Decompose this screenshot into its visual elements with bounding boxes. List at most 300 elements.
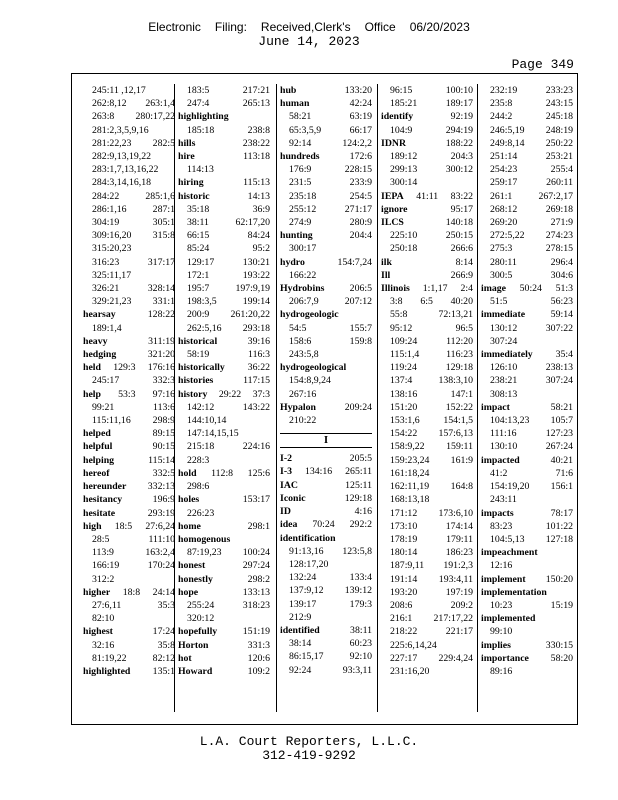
page-line-reference: 200:9 [187, 309, 210, 321]
index-entry [481, 308, 573, 321]
index-term: ID [280, 506, 291, 518]
page-line-reference: 162:11,19 [390, 481, 430, 493]
page-line-reference: 196:9 [152, 494, 175, 506]
index-continuation [280, 269, 372, 282]
page-line-reference: 115:13 [243, 177, 270, 189]
page-line-reference: 312:2 [92, 573, 115, 585]
page-line-reference: 158:9,22 [390, 441, 425, 453]
page-line-reference: 176:16 [147, 362, 175, 374]
index-continuation [381, 625, 473, 638]
page-line-reference: 180:14 [390, 547, 418, 559]
page-line-reference: 332:5 [152, 467, 175, 479]
index-continuation [381, 573, 473, 586]
page-line-reference: 311:19 [148, 335, 175, 347]
page-line-reference: 15:19 [550, 599, 573, 611]
page-line-reference: 111:16 [490, 428, 517, 440]
index-continuation [481, 467, 573, 480]
index-entry [381, 256, 473, 269]
page-line-reference: 271:9 [550, 217, 573, 229]
page-line-reference: 133:20 [344, 85, 372, 96]
index-continuation [481, 97, 573, 110]
index-continuation [178, 229, 270, 242]
index-term: higher [83, 586, 111, 598]
page-line-reference: 245:17 [92, 375, 120, 387]
page-line-reference: 292:2 [349, 519, 372, 531]
index-continuation [178, 427, 270, 440]
page-line-reference: 38:11 [187, 217, 209, 229]
page-line-reference: 176:9 [289, 164, 312, 176]
page-line-reference: 260:11 [546, 177, 573, 189]
index-term: IDNR [381, 137, 407, 149]
index-continuation [83, 401, 175, 414]
index-continuation [178, 163, 270, 176]
index-entry [83, 665, 175, 678]
page-line-reference: 53:3 [118, 388, 136, 400]
index-continuation [178, 480, 270, 493]
index-term: homogenous [178, 533, 231, 545]
index-entry [83, 335, 175, 348]
page-line-reference: 10:23 [490, 599, 513, 611]
page-line-reference: 187:9,11 [390, 560, 425, 572]
page-line-reference: 217:21 [242, 85, 270, 96]
index-continuation [83, 269, 175, 282]
index-continuation [178, 203, 270, 216]
page-line-reference: 298:9 [152, 415, 175, 427]
index-term: hills [178, 137, 196, 149]
index-entry [83, 440, 175, 453]
index-continuation [280, 388, 372, 401]
index-continuation [381, 335, 473, 348]
index-entry [178, 176, 270, 189]
page-line-reference: 144:10,14 [187, 415, 227, 427]
index-continuation [178, 84, 270, 97]
page-line-reference: 159:8 [349, 335, 372, 347]
page-line-reference: 172:1 [187, 269, 210, 281]
index-continuation [381, 493, 473, 506]
page-line-reference: 317:17 [147, 256, 175, 268]
index-continuation [178, 414, 270, 427]
page-line-reference: 215:18 [187, 441, 215, 453]
page-line-reference: 116:3 [248, 349, 270, 361]
page-line-reference: 328:14 [147, 283, 175, 295]
index-continuation [178, 454, 270, 467]
page-line-reference: 42:24 [349, 98, 372, 110]
index-continuation [280, 558, 372, 571]
page-line-reference: 113:6 [153, 401, 175, 413]
page-line-reference: 3:8 [390, 296, 403, 308]
index-continuation [481, 216, 573, 229]
page-line-reference: 112:8 [211, 467, 234, 479]
index-entry [481, 282, 573, 295]
page-line-reference: 195:7 [187, 283, 210, 295]
index-column-4 [381, 84, 473, 712]
index-continuation [481, 137, 573, 150]
page-line-reference: 128:17,20 [289, 558, 329, 570]
page-line-reference: 129:18 [445, 362, 473, 374]
page-line-reference: 17:24 [152, 626, 175, 638]
page-line-reference: 233:23 [545, 85, 573, 96]
page-line-reference: 299:13 [390, 164, 418, 176]
page-line-reference: 225:10 [390, 230, 418, 242]
index-continuation [83, 110, 175, 123]
index-continuation [280, 295, 372, 308]
index-column-3 [280, 84, 372, 712]
index-continuation [381, 124, 473, 137]
page-line-reference: 316:23 [92, 256, 120, 268]
page-line-reference: 298:6 [187, 481, 210, 493]
index-entry [481, 573, 573, 586]
index-continuation [178, 440, 270, 453]
page-line-reference: 225:6,14,24 [390, 639, 437, 651]
page-line-reference: 92:24 [289, 664, 312, 676]
page-line-reference: 154:22 [390, 428, 418, 440]
index-entry [280, 505, 372, 518]
page-line-reference: 193:20 [390, 586, 418, 598]
page-line-reference: 155:7 [349, 322, 372, 334]
page-line-reference: 104:9 [390, 124, 413, 136]
index-continuation [280, 190, 372, 203]
page-line-reference: 226:23 [187, 507, 215, 519]
page-line-reference: 238:22 [242, 137, 270, 149]
page-line-reference: 233:9 [349, 177, 372, 189]
index-continuation [83, 124, 175, 137]
page-line-reference: 315:20,23 [92, 243, 132, 255]
index-continuation [280, 163, 372, 176]
page-line-reference: 83:23 [490, 520, 513, 532]
index-term: impacted [481, 454, 520, 466]
page-line-reference: 267:16 [289, 388, 317, 400]
index-term: highlighted [83, 665, 131, 677]
index-continuation [381, 533, 473, 546]
page-line-reference: 330:15 [545, 639, 573, 651]
index-continuation [83, 137, 175, 150]
page-line-reference: 244:2 [490, 111, 513, 123]
page-line-reference: 332:13 [147, 481, 175, 493]
page-line-reference: 6:5 [420, 296, 433, 308]
page-line-reference: 37:3 [252, 388, 270, 400]
index-entry [83, 427, 175, 440]
page-line-reference: 265:11 [345, 466, 372, 478]
index-continuation [83, 229, 175, 242]
index-entry [178, 665, 270, 678]
index-term: Hypalon [280, 401, 316, 413]
page-line-reference: 274:9 [289, 217, 312, 229]
page-line-reference: 40:21 [550, 454, 573, 466]
index-term: heavy [83, 335, 108, 347]
index-entry [178, 533, 270, 546]
index-continuation [280, 216, 372, 229]
index-term: historical [178, 335, 218, 347]
index-continuation [381, 546, 473, 559]
index-entry [83, 467, 175, 480]
index-term: impacts [481, 507, 514, 519]
index-term: human [280, 98, 310, 110]
index-column-2 [178, 84, 270, 712]
index-continuation [83, 639, 175, 652]
index-entry [178, 150, 270, 163]
index-term: identified [280, 624, 320, 636]
index-continuation [83, 546, 175, 559]
page-line-reference: 127:18 [545, 533, 573, 545]
page-line-reference: 307:24 [490, 335, 518, 347]
index-term: hearsay [83, 309, 116, 321]
page-line-reference: 250:22 [545, 137, 573, 149]
index-continuation [381, 388, 473, 401]
index-entry [83, 348, 175, 361]
index-continuation [280, 110, 372, 123]
page-line-reference: 36:22 [247, 362, 270, 374]
page-line-reference: 99:21 [92, 401, 115, 413]
page-line-reference: 147:1 [450, 388, 473, 400]
index-entry [83, 454, 175, 467]
index-term: holes [178, 494, 200, 506]
index-term: hydro [280, 256, 305, 268]
page-line-reference: 243:15 [545, 98, 573, 110]
page-line-reference: 164:8 [450, 481, 473, 493]
index-continuation [280, 650, 372, 663]
index-continuation [481, 520, 573, 533]
page-line-reference: 191:14 [390, 573, 418, 585]
page-line-reference: 119:24 [390, 362, 417, 374]
page-line-reference: 116:23 [446, 349, 473, 361]
page-line-reference: 60:23 [349, 638, 372, 650]
index-continuation [178, 216, 270, 229]
index-term: hunting [280, 230, 313, 242]
index-entry [381, 203, 473, 216]
page-line-reference: 129:3 [113, 362, 136, 374]
index-continuation [381, 427, 473, 440]
page-line-reference: 199:14 [242, 296, 270, 308]
index-term: immediately [481, 349, 533, 361]
page-line-reference: 109:24 [390, 335, 418, 347]
index-term: Iconic [280, 492, 306, 504]
page-line-reference: 35:8 [157, 639, 175, 651]
index-continuation [83, 374, 175, 387]
page-line-reference: 125:11 [345, 479, 372, 491]
index-continuation [178, 612, 270, 625]
index-term: high [83, 520, 102, 532]
index-continuation [381, 520, 473, 533]
page-line-reference: 129:18 [344, 492, 372, 504]
page-line-reference: 193:22 [242, 269, 270, 281]
index-term: honestly [178, 573, 213, 585]
page-line-reference: 126:10 [490, 362, 518, 374]
index-entry [83, 507, 175, 520]
page-line-reference: 105:7 [550, 415, 573, 427]
index-term: home [178, 520, 201, 532]
page-line-reference: 133:4 [349, 572, 372, 584]
index-continuation [381, 361, 473, 374]
index-continuation [280, 545, 372, 558]
filing-stamp [0, 20, 618, 34]
index-continuation [178, 269, 270, 282]
index-entry [381, 110, 473, 123]
index-continuation [280, 322, 372, 335]
page-line-reference: 209:2 [450, 599, 473, 611]
index-continuation [481, 335, 573, 348]
page-line-reference: 238:21 [490, 375, 518, 387]
page-line-reference: 81:19,22 [92, 652, 127, 664]
page-line-reference: 208:6 [390, 599, 413, 611]
index-term: history [178, 388, 208, 400]
page-line-reference: 197:19 [445, 586, 473, 598]
page-line-reference: 125:6 [247, 467, 270, 479]
page-line-reference: 228:15 [344, 164, 372, 176]
index-continuation [280, 571, 372, 584]
index-term: impeachment [481, 547, 538, 559]
page-line-reference: 137:9,12 [289, 585, 324, 597]
page-line-reference: 287:1 [152, 203, 175, 215]
page-line-reference: 280:9 [349, 217, 372, 229]
index-continuation [280, 598, 372, 611]
index-continuation [481, 190, 573, 203]
index-continuation [381, 507, 473, 520]
page-line-reference: 71:6 [555, 467, 573, 479]
page-line-reference: 92:19 [450, 111, 473, 123]
index-continuation [481, 163, 573, 176]
index-term: idea [280, 519, 298, 531]
page-line-reference: 318:23 [242, 599, 270, 611]
page-line-reference: 54:5 [289, 322, 307, 334]
page-line-reference: 159:11 [446, 441, 473, 453]
index-term: held [83, 362, 101, 374]
page-line-reference: 154:7,24 [337, 256, 372, 268]
page-line-reference: 179:3 [349, 598, 372, 610]
page-line-reference: 114:13 [187, 164, 214, 176]
page-line-reference: 138:16 [390, 388, 418, 400]
court-reporter-phone: 312-419-9292 [262, 748, 356, 763]
index-entry [381, 269, 473, 282]
page-line-reference: 137:4 [390, 375, 413, 387]
word-index-box [71, 73, 578, 725]
page-line-reference: 204:3 [450, 151, 473, 163]
page-line-reference: 58:20 [550, 652, 573, 664]
page-line-reference: 207:12 [344, 296, 372, 308]
index-continuation [280, 242, 372, 255]
page-line-reference: 204:4 [349, 230, 372, 242]
index-continuation [481, 625, 573, 638]
index-entry [178, 110, 270, 123]
index-continuation [280, 124, 372, 137]
index-term: helping [83, 454, 115, 466]
page-line-reference: 265:13 [242, 98, 270, 110]
page-line-reference: 315:8 [152, 230, 175, 242]
page-line-reference: 298:2 [247, 573, 270, 585]
page-line-reference: 245:11 ,12,17 [92, 85, 146, 96]
page-line-reference: 307:24 [545, 375, 573, 387]
index-continuation [381, 374, 473, 387]
index-continuation [83, 414, 175, 427]
page-line-reference: 255:24 [187, 599, 215, 611]
index-entry [178, 190, 270, 203]
page-line-reference: 55:8 [390, 309, 408, 321]
page-line-reference: 178:19 [390, 533, 418, 545]
page-line-reference: 112:20 [446, 335, 473, 347]
page-line-reference: 212:9 [289, 611, 312, 623]
page-line-reference: 247:4 [187, 98, 210, 110]
index-term: hope [178, 586, 199, 598]
page-line-reference: 99:10 [490, 626, 513, 638]
page-line-reference: 63:19 [349, 111, 372, 123]
page-line-reference: 86:15,17 [289, 651, 324, 663]
index-continuation [178, 124, 270, 137]
page-line-reference: 51:5 [490, 296, 508, 308]
index-continuation [280, 414, 372, 427]
page-line-reference: 166:22 [289, 269, 317, 281]
page-line-reference: 255:12 [289, 203, 317, 215]
page-line-reference: 38:11 [350, 624, 372, 636]
page-line-reference: 157:6,13 [438, 428, 473, 440]
page-line-reference: 243:11 [490, 494, 517, 506]
index-continuation [178, 599, 270, 612]
page-line-reference: 309:16,20 [92, 230, 132, 242]
page-line-reference: 29:22 [218, 388, 242, 400]
index-continuation [481, 665, 573, 678]
page-line-reference: 300:17 [289, 243, 317, 255]
page-line-reference: 82:12 [152, 652, 175, 664]
index-continuation [381, 401, 473, 414]
page-line-reference: 285:1,6 [145, 190, 175, 202]
page-line-reference: 280:17,22 [135, 111, 175, 123]
index-term: identify [381, 111, 414, 123]
index-term: IAC [280, 479, 298, 491]
index-entry [178, 361, 270, 374]
index-continuation [83, 203, 175, 216]
index-entry [280, 97, 372, 110]
page-line-reference: 27:6,11 [92, 599, 122, 611]
page-line-reference: 14:13 [247, 190, 270, 202]
page-line-reference: 154:1,5 [443, 415, 473, 427]
index-continuation [280, 664, 372, 677]
page-line-reference: 232:19 [490, 85, 518, 96]
index-continuation [83, 190, 175, 203]
index-entry [83, 520, 175, 533]
page-line-reference: 283:1,7,13,16,22 [92, 164, 159, 176]
index-continuation [381, 586, 473, 599]
index-continuation [381, 295, 473, 308]
page-line-reference: 100:24 [242, 547, 270, 559]
page-line-reference: 189:1,4 [92, 322, 122, 334]
page-line-reference: 12:16 [490, 560, 513, 572]
index-continuation [381, 639, 473, 652]
index-continuation [83, 282, 175, 295]
page-line-reference: 158:6 [289, 335, 312, 347]
index-entry [280, 492, 372, 505]
page-line-reference: 104:5,13 [490, 533, 525, 545]
page-line-reference: 127:23 [545, 428, 573, 440]
page-line-reference: 66:15 [187, 230, 210, 242]
page-line-reference: 269:18 [545, 203, 573, 215]
index-continuation [481, 176, 573, 189]
page-line-reference: 269:20 [490, 217, 518, 229]
page-line-reference: 32:16 [92, 639, 115, 651]
index-entry [280, 308, 372, 321]
index-continuation [178, 401, 270, 414]
page-line-reference: 332:3 [152, 375, 175, 387]
index-entry [280, 256, 372, 269]
page-line-reference: 159:23,24 [390, 454, 430, 466]
page-line-reference: 72:13,21 [438, 309, 473, 321]
page-line-reference: 246:5,19 [490, 124, 525, 136]
page-line-reference: 272:5,22 [490, 230, 525, 242]
index-entry [280, 518, 372, 531]
page-line-reference: 278:15 [545, 243, 573, 255]
index-continuation [381, 652, 473, 665]
index-entry [178, 573, 270, 586]
index-continuation [178, 507, 270, 520]
index-entry [280, 465, 372, 478]
index-entry [280, 624, 372, 637]
